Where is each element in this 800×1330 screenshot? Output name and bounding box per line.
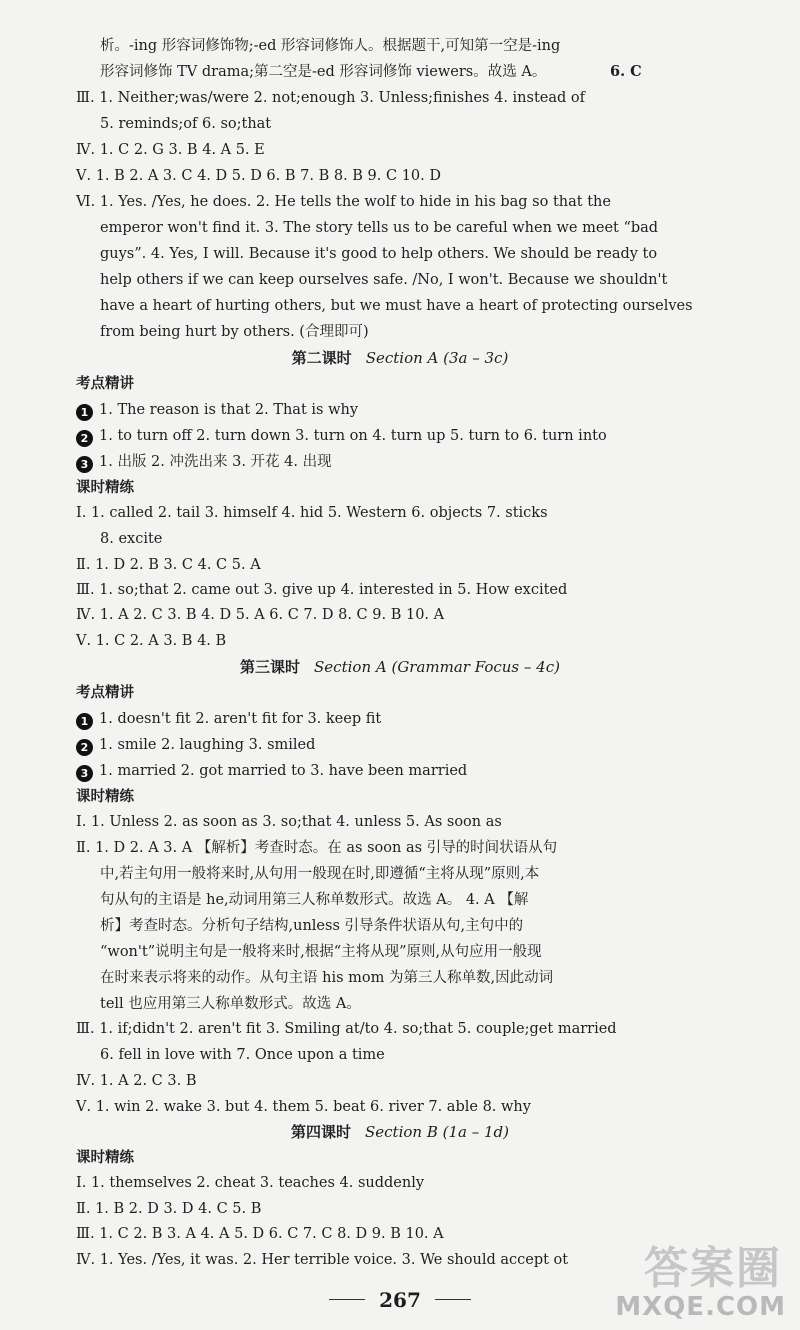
text-line: Ⅰ. 1. Unless 2. as soon as 3. so;that 4. unless 5. As soon as: [76, 814, 502, 830]
text-line: 1 1. The reason is that 2. That is why: [76, 400, 358, 421]
subheading-practice: 课时精练: [76, 480, 134, 496]
text-line: 析。-ing 形容词修饰物;-ed 形容词修饰人。根据题干,可知第一空是-ing: [100, 38, 561, 54]
text-line: 2 1. to turn off 2. turn down 3. turn on 4. turn up 5. turn to 6. turn into: [76, 426, 607, 447]
text-line: help others if we can keep ourselves safe. /No, I won't. Because we shouldn't: [100, 272, 668, 288]
text-line: tell 也应用第三人称单数形式。故选 A。: [100, 996, 361, 1012]
subheading-practice: 课时精练: [76, 789, 134, 805]
watermark-url: MXQE.COM: [615, 1292, 786, 1322]
text-line: 在时来表示将来的动作。从句主语 his mom 为第三人称单数,因此动词: [100, 970, 554, 986]
page-number-value: 267: [379, 1288, 421, 1312]
subheading-practice: 课时精练: [76, 1150, 134, 1166]
text-line: Ⅴ. 1. C 2. A 3. B 4. B: [76, 633, 227, 649]
text-line: 6. fell in love with 7. Once upon a time: [100, 1047, 385, 1063]
text-line: from being hurt by others. (合理即可): [100, 324, 369, 340]
text-line: 6. C: [610, 63, 642, 80]
number-marker-icon: 1: [76, 713, 93, 730]
lesson-heading: [0, 657, 800, 677]
number-marker-icon: 2: [76, 430, 93, 447]
text-line: Ⅰ. 1. called 2. tail 3. himself 4. hid 5. Western 6. objects 7. sticks: [76, 505, 548, 521]
section-label: Section A (Grammar Focus – 4c): [314, 658, 560, 676]
text-line: Ⅴ. 1. B 2. A 3. C 4. D 5. D 6. B 7. B 8. B 9. C 10. D: [76, 168, 441, 184]
text-line: 句从句的主语是 he,动词用第三人称单数形式。故选 A。 4. A 【解: [100, 892, 529, 908]
text-line: 2 1. smile 2. laughing 3. smiled: [76, 735, 315, 756]
text-line: guys”. 4. Yes, I will. Because it's good to help others. We should be ready to: [100, 246, 658, 262]
text-line: have a heart of hurting others, but we must have a heart of protecting ourselves: [100, 298, 693, 314]
text-line: 3 1. 出版 2. 冲洗出来 3. 开花 4. 出现: [76, 452, 332, 473]
number-marker-icon: 1: [76, 404, 93, 421]
text-line: Ⅲ. 1. C 2. B 3. A 4. A 5. D 6. C 7. C 8. D 9. B 10. A: [76, 1226, 444, 1242]
lesson-title: 第三课时: [240, 658, 301, 676]
text-line: 5. reminds;of 6. so;that: [100, 116, 272, 132]
text-line: Ⅱ. 1. D 2. A 3. A 【解析】考查时态。在 as soon as 引导的时间状语从句: [76, 840, 558, 856]
text-line: 中,若主句用一般将来时,从句用一般现在时,即遵循“主将从现”原则,本: [100, 866, 540, 882]
text-line: Ⅴ. 1. win 2. wake 3. but 4. them 5. beat 6. river 7. able 8. why: [76, 1099, 531, 1115]
lesson-title: 第四课时: [290, 1123, 351, 1141]
number-marker-icon: 3: [76, 765, 93, 782]
text-line: 形容词修饰 TV drama;第二空是-ed 形容词修饰 viewers。故选 A。: [100, 64, 547, 80]
number-marker-icon: 2: [76, 739, 93, 756]
text-line: 3 1. married 2. got married to 3. have been married: [76, 761, 467, 782]
text-line: Ⅲ. 1. Neither;was/were 2. not;enough 3. Unless;finishes 4. instead of: [76, 90, 586, 106]
text-line: Ⅲ. 1. if;didn't 2. aren't fit 3. Smiling at/to 4. so;that 5. couple;get married: [76, 1021, 617, 1037]
subheading-key-points: 考点精讲: [76, 685, 134, 701]
text-line: Ⅱ. 1. B 2. D 3. D 4. C 5. B: [76, 1201, 262, 1217]
text-line: “won't”说明主句是一般将来时,根据“主将从现”原则,从句应用一般现: [100, 944, 542, 960]
text-line: Ⅲ. 1. so;that 2. came out 3. give up 4. interested in 5. How excited: [76, 582, 568, 598]
text-line: Ⅳ. 1. C 2. G 3. B 4. A 5. E: [76, 142, 265, 158]
lesson-heading: [0, 348, 800, 368]
number-marker-icon: 3: [76, 456, 93, 473]
text-line: Ⅳ. 1. A 2. C 3. B: [76, 1073, 197, 1089]
lesson-heading: [0, 1122, 800, 1142]
text-line: emperor won't find it. 3. The story tells us to be careful when we meet “bad: [100, 220, 659, 236]
text-line: Ⅵ. 1. Yes. /Yes, he does. 2. He tells the wolf to hide in his bag so that the: [76, 194, 611, 210]
lesson-title: 第二课时: [291, 349, 352, 367]
text-line: 1 1. doesn't fit 2. aren't fit for 3. keep fit: [76, 709, 381, 730]
text-line: 8. excite: [100, 531, 163, 547]
section-label: Section A (3a – 3c): [365, 349, 509, 367]
text-line: Ⅰ. 1. themselves 2. cheat 3. teaches 4. suddenly: [76, 1175, 425, 1191]
text-line: Ⅱ. 1. D 2. B 3. C 4. C 5. A: [76, 557, 261, 573]
text-line: Ⅳ. 1. A 2. C 3. B 4. D 5. A 6. C 7. D 8. C 9. B 10. A: [76, 607, 445, 623]
text-line: Ⅳ. 1. Yes. /Yes, it was. 2. Her terrible voice. 3. We should accept ot: [76, 1252, 569, 1268]
section-label: Section B (1a – 1d): [365, 1123, 510, 1141]
subheading-key-points: 考点精讲: [76, 376, 134, 392]
text-line: 析】考查时态。分析句子结构,unless 引导条件状语从句,主句中的: [100, 918, 524, 934]
watermark-logo: 答案圈: [644, 1243, 782, 1294]
